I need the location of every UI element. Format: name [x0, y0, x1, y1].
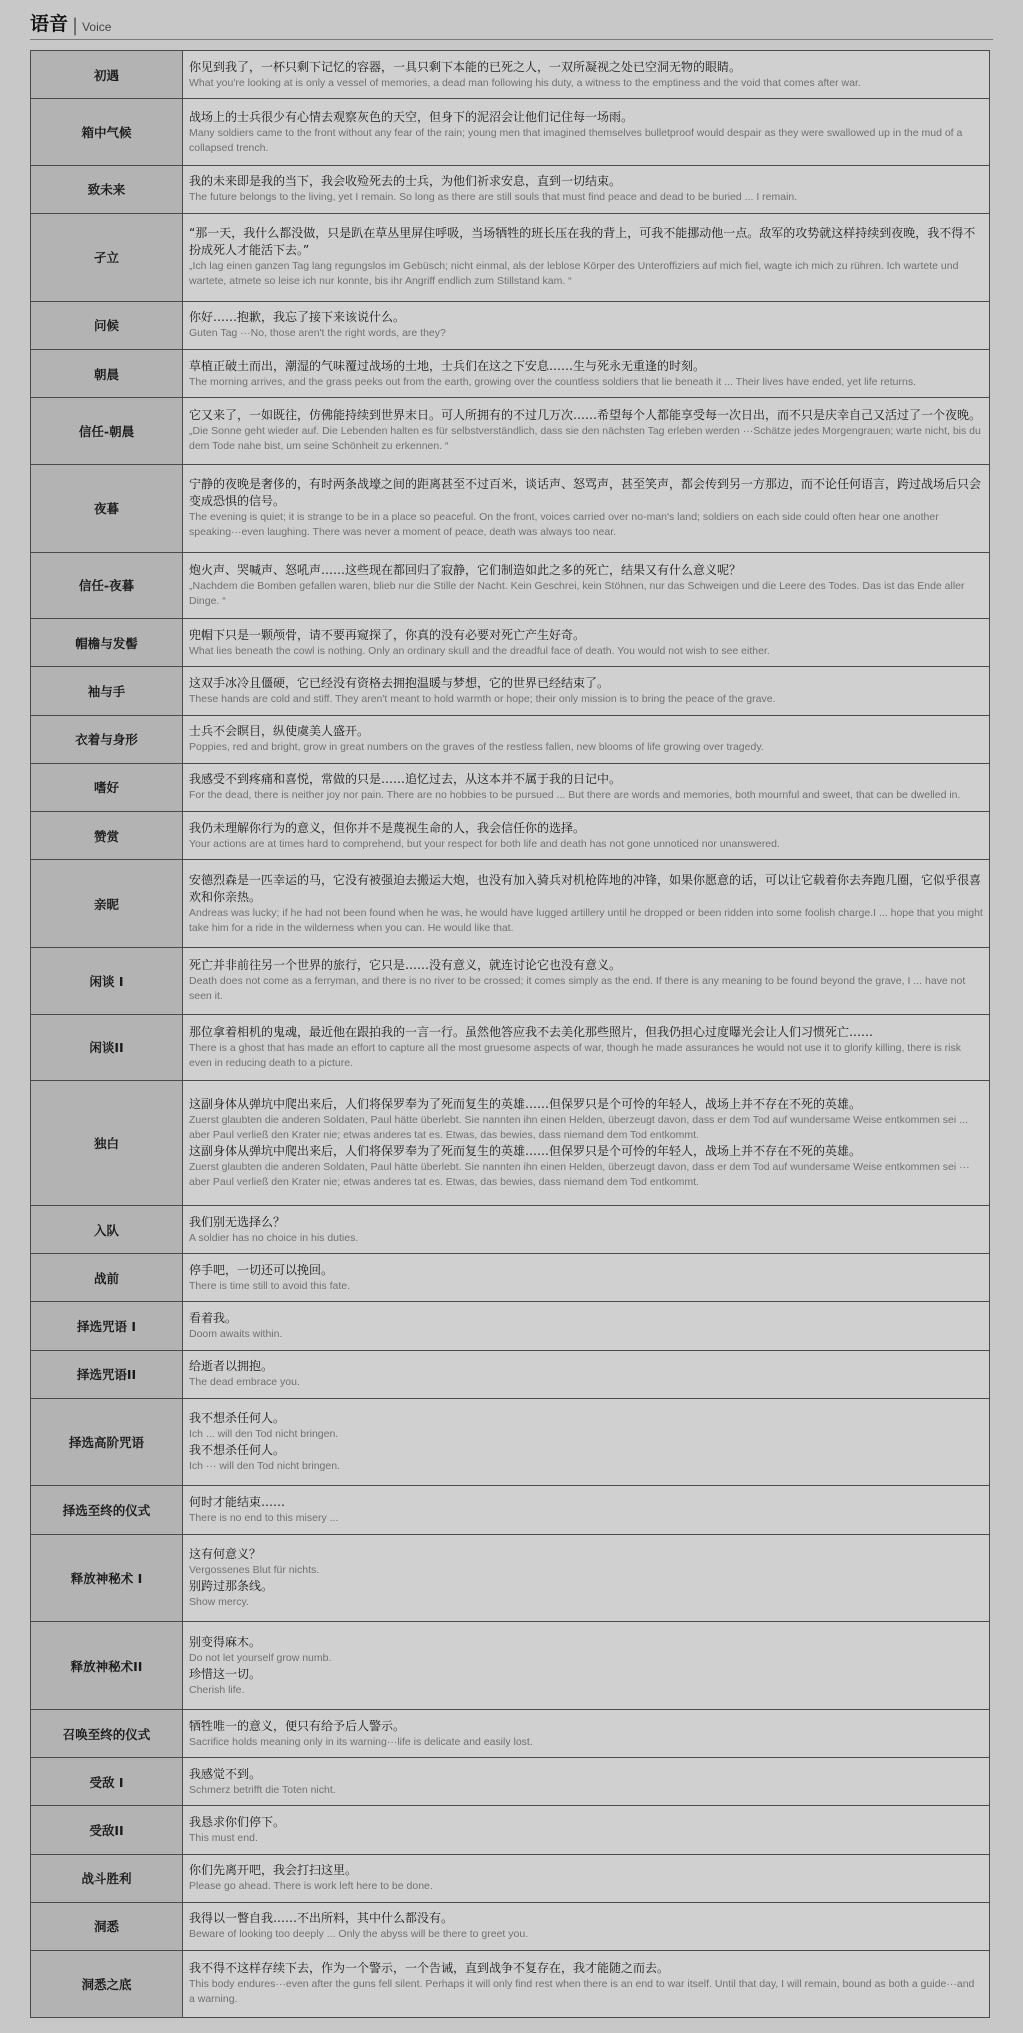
voice-content — [183, 1534, 990, 1622]
voice-content — [183, 1398, 990, 1486]
voice-label: 战斗胜利 — [31, 1854, 183, 1902]
voice-label: 独白 — [31, 1081, 183, 1206]
voice-row — [31, 1758, 990, 1806]
voice-line-chinese: 你们先离开吧，我会打扫这里。 — [189, 1863, 358, 1878]
voice-line-translation: What you're looking at is only a vessel of memories, a dead man following his duty, a witness to the emptiness and the void that comes after war. — [189, 76, 861, 89]
voice-line-translation: There is time still to avoid this fate. — [189, 1279, 351, 1292]
voice-label: 入队 — [31, 1206, 183, 1254]
voice-label: 释放神秘术II — [31, 1622, 183, 1710]
voice-line-chinese: 宁静的夜晚是奢侈的，有时两条战壕之间的距离甚至不过百米，谈话声、怒骂声，甚至笑声，都会传到另一方那边，而不论任何语言，跨过战场后只会变成恐惧的信号。 — [189, 477, 982, 509]
voice-table-body — [31, 51, 990, 2018]
voice-content — [183, 667, 990, 715]
voice-line-translation: Please go ahead. There is work left here to be done. — [189, 1880, 433, 1893]
voice-content — [183, 99, 990, 166]
voice-line-chinese: 炮火声、哭喊声、怒吼声……这些现在都回归了寂静，它们制造如此之多的死亡，结果又有什么意义呢？ — [189, 562, 742, 577]
voice-content — [183, 349, 990, 397]
voice-label: 赞赏 — [31, 811, 183, 859]
voice-row — [31, 1206, 990, 1254]
voice-line-chinese: 战场上的士兵很少有心情去观察灰色的天空，但身下的泥沼会让他们记住每一场雨。 — [189, 109, 634, 124]
voice-row — [31, 1081, 990, 1206]
voice-line-translation: Cherish life. — [189, 1683, 245, 1696]
voice-line-chinese: 它又来了，一如既往，仿佛能持续到世界末日。可人所拥有的不过几万次……希望每个人都能享受每一次日出，而不只是庆幸自己又活过了一个夜晚。 — [189, 408, 982, 423]
voice-content — [183, 51, 990, 99]
title-separator: | — [72, 15, 79, 36]
voice-line-chinese: 兜帽下只是一颗颅骨，请不要再窥探了，你真的没有必要对死亡产生好奇。 — [189, 627, 586, 642]
voice-line-chinese: 我感觉不到。 — [189, 1766, 262, 1781]
voice-row — [31, 811, 990, 859]
voice-line-translation: There is no end to this misery ... — [189, 1512, 339, 1525]
voice-label: 问候 — [31, 301, 183, 349]
voice-line-chinese: 给逝者以拥抱。 — [189, 1359, 274, 1374]
voice-content — [183, 619, 990, 667]
voice-row — [31, 214, 990, 302]
voice-content — [183, 1854, 990, 1902]
section-header — [30, 8, 993, 40]
voice-line-chinese: 你好……抱歉，我忘了接下来该说什么。 — [189, 310, 406, 325]
voice-line-chinese: 我感受不到疼痛和喜悦，常做的只是……追忆过去，从这本并不属于我的日记中。 — [189, 772, 622, 787]
voice-line-translation: Your actions are at times hard to comprehend, but your respect for both life and death has not gone unnoticed nor unanswered. — [189, 837, 780, 850]
voice-label: 袖与手 — [31, 667, 183, 715]
voice-label: 致未来 — [31, 165, 183, 213]
voice-content — [183, 165, 990, 213]
voice-row — [31, 1622, 990, 1710]
voice-line-translation: Death does not come as a ferryman, and there is no river to be crossed; it comes simply as the end. If there is any meaning to be found beyond the grave, I ... have not seen it. — [189, 975, 966, 1003]
voice-line-translation: Ich ... will den Tod nicht bringen. — [189, 1428, 339, 1441]
voice-row — [31, 51, 990, 99]
voice-line-chinese: 停手吧，一切还可以挽回。 — [189, 1262, 334, 1277]
voice-row — [31, 1254, 990, 1302]
voice-line-chinese: 我不得不这样存续下去，作为一个警示，一个告诫，直到战争不复存在，我才能随之而去。 — [189, 1961, 670, 1976]
voice-row — [31, 99, 990, 166]
voice-label: 释放神秘术 I — [31, 1534, 183, 1622]
voice-content — [183, 1350, 990, 1398]
voice-line-translation: The evening is quiet; it is strange to be in a place so peaceful. On the front, voices carried over no-man's land; soldiers on each side could often hear one another speaking···even laughing. There was never a moment of peace, death was always too near. — [189, 511, 939, 539]
section-title: 语音 — [30, 13, 69, 35]
voice-row — [31, 301, 990, 349]
voice-line-translation: Doom awaits within. — [189, 1328, 283, 1340]
voice-row — [31, 1350, 990, 1398]
voice-row — [31, 398, 990, 465]
voice-line-chinese: 那位拿着相机的鬼魂，最近他在跟拍我的一言一行。虽然他答应我不去美化那些照片，但我仍担心过度曝光会让人们习惯死亡…… — [189, 1024, 874, 1039]
voice-label: 信任-朝晨 — [31, 398, 183, 465]
voice-line-translation: Andreas was lucky; if he had not been found when he was, he would have lugged artillery until he dropped or been ridden into some foolish charge.I ... hope that you might take him for a ride in the wilderness when you can. He would like that. — [189, 906, 983, 934]
voice-label: 朝晨 — [31, 349, 183, 397]
voice-label: 闲谈 I — [31, 947, 183, 1014]
voice-line-chinese: 别变得麻木。 — [189, 1634, 262, 1649]
voice-row — [31, 1710, 990, 1758]
voice-row — [31, 1854, 990, 1902]
voice-label: 择选咒语 I — [31, 1302, 183, 1350]
voice-content — [183, 1254, 990, 1302]
voice-line-chinese: 别跨过那条线。 — [189, 1579, 274, 1594]
voice-line-translation: Guten Tag ···No, those aren't the right words, are they? — [189, 327, 446, 340]
voice-row — [31, 1534, 990, 1622]
voice-label: 初遇 — [31, 51, 183, 99]
voice-line-chinese: “那一天，我什么都没做，只是趴在草丛里屏住呼吸，当场牺牲的班长压在我的背上，可我不能挪动他一点。敌军的攻势就这样持续到夜晚，我不得不扮成死人才能活下去。” — [189, 226, 976, 258]
voice-label: 洞悉之底 — [31, 1950, 183, 2017]
voice-line-translation: Sacrifice holds meaning only in its warning···life is delicate and easily lost. — [189, 1735, 533, 1748]
voice-line-translation: Ich ··· will den Tod nicht bringen. — [189, 1460, 340, 1473]
voice-line-chinese: 这副身体从弹坑中爬出来后，人们将保罗奉为了死而复生的英雄……但保罗只是个可怜的年轻人，战场上并不存在不死的英雄。 — [189, 1097, 862, 1112]
voice-content — [183, 1486, 990, 1534]
voice-content — [183, 860, 990, 948]
voice-label: 箱中气候 — [31, 99, 183, 166]
voice-row — [31, 1486, 990, 1534]
voice-line-translation: Zuerst glaubten die anderen Soldaten, Paul hätte überlebt. Sie nannten ihn einen Helden, überzeugt davon, dass er dem Tod auf wundersame Weise entkommen sei ... aber Paul verließ den Krater nie; etwas anderes tat es. Etwas, das bewies, dass niemand dem Tod entkommt. — [189, 1114, 968, 1142]
voice-line-translation: For the dead, there is neither joy nor pain. There are no hobbies to be pursued ... But there are words and memories, both mournful and sweet, that can be dwelled in. — [189, 789, 961, 802]
voice-row — [31, 1398, 990, 1486]
voice-row — [31, 1950, 990, 2017]
voice-line-chinese: 我仍未理解你行为的意义，但你并不是蔑视生命的人，我会信任你的选择。 — [189, 820, 586, 835]
voice-line-chinese: 这双手冰冷且僵硬，它已经没有资格去拥抱温暖与梦想，它的世界已经结束了。 — [189, 676, 610, 691]
voice-content — [183, 398, 990, 465]
voice-line-translation: Zuerst glaubten die anderen Soldaten, Paul hätte überlebt. Sie nannten ihn einen Helden, überzeugt davon, dass er dem Tod auf wundersame Weise entkommen sei ··· aber Paul verließ den Krater nie; etwas anderes tat es. Etwas, das bewies, dass niemand dem Tod entkommt. — [189, 1161, 970, 1189]
voice-line-translation: „Ich lag einen ganzen Tag lang regungslos im Gebüsch; nicht einmal, als der leblose Körper des Unteroffiziers auf mich fiel, wagte ich mich zu rühren. Ich wartete und wartete, atmete so leise ich nur konnte, bis ihr Angriff endlich zum Stillstand kam. “ — [189, 260, 959, 288]
voice-content — [183, 552, 990, 619]
voice-content — [183, 301, 990, 349]
voice-line-translation: Beware of looking too deeply ... Only the abyss will be there to greet you. — [189, 1928, 529, 1941]
voice-line-translation: These hands are cold and stiff. They aren't meant to hold warmth or hope; their only mission is to bring the peace of the grave. — [189, 693, 776, 706]
voice-label: 衣着与身形 — [31, 715, 183, 763]
voice-label: 帽檐与发髻 — [31, 619, 183, 667]
voice-line-translation: The dead embrace you. — [189, 1376, 300, 1389]
voice-label: 信任-夜暮 — [31, 552, 183, 619]
voice-line-chinese: 这副身体从弹坑中爬出来后，人们将保罗奉为了死而复生的英雄……但保罗只是个可怜的年轻人，战场上并不存在不死的英雄。 — [189, 1144, 862, 1159]
voice-line-translation: Do not let yourself grow numb. — [189, 1651, 332, 1664]
voice-content — [183, 1014, 990, 1081]
voice-row — [31, 860, 990, 948]
voice-content — [183, 1622, 990, 1710]
voice-line-chinese: 我恳求你们停下。 — [189, 1815, 286, 1830]
voice-line-translation: Show mercy. — [189, 1596, 249, 1609]
voice-row — [31, 715, 990, 763]
voice-line-chinese: 这有何意义？ — [189, 1547, 262, 1562]
voice-line-translation: Poppies, red and bright, grow in great numbers on the graves of the restless fallen, new blooms of life growing over tragedy. — [189, 741, 764, 754]
voice-label: 夜暮 — [31, 464, 183, 552]
voice-line-translation: This body endures···even after the guns fell silent. Perhaps it will only find rest when there is an end to war itself. Until that day, I will remain, bound as both a guide···and a warning. — [189, 1978, 975, 2006]
voice-row — [31, 464, 990, 552]
voice-label: 受敌II — [31, 1806, 183, 1854]
voice-line-chinese: 我不想杀任何人。 — [189, 1443, 286, 1458]
voice-label: 受敌 I — [31, 1758, 183, 1806]
voice-row — [31, 619, 990, 667]
voice-row — [31, 763, 990, 811]
voice-content — [183, 947, 990, 1014]
voice-row — [31, 165, 990, 213]
voice-line-chinese: 我的未来即是我的当下，我会收殓死去的士兵，为他们祈求安息，直到一切结束。 — [189, 174, 622, 189]
voice-label: 洞悉 — [31, 1902, 183, 1950]
voice-row — [31, 552, 990, 619]
voice-line-chinese: 看着我。 — [189, 1311, 238, 1325]
voice-content — [183, 1206, 990, 1254]
voice-row — [31, 1902, 990, 1950]
voice-label: 孑立 — [31, 214, 183, 302]
voice-line-chinese: 你见到我了，一杯只剩下记忆的容器，一具只剩下本能的已死之人，一双所凝视之处已空洞无物的眼睛。 — [189, 59, 742, 74]
voice-line-translation: This must end. — [189, 1832, 258, 1845]
voice-line-translation: Schmerz betrifft die Toten nicht. — [189, 1783, 336, 1796]
voice-line-chinese: 草植正破土而出，潮湿的气味覆过战场的土地，士兵们在这之下安息……生与死永无重逢的时刻。 — [189, 358, 706, 373]
voice-line-chinese: 珍惜这一切。 — [189, 1666, 262, 1681]
voice-content — [183, 1806, 990, 1854]
voice-content — [183, 715, 990, 763]
voice-label: 战前 — [31, 1254, 183, 1302]
voice-line-chinese: 我得以一瞥自我……不出所料，其中什么都没有。 — [189, 1911, 454, 1926]
voice-row — [31, 1806, 990, 1854]
voice-line-translation: A soldier has no choice in his duties. — [189, 1231, 359, 1244]
voice-content — [183, 1081, 990, 1206]
voice-content — [183, 214, 990, 302]
voice-line-translation: There is a ghost that has made an effort to capture all the most gruesome aspects of war, though he made assurances he would not use it to glorify killing, there is risk even in reducing death to a picture. — [189, 1041, 961, 1069]
voice-line-chinese: 何时才能结束…… — [189, 1495, 286, 1510]
voice-label: 闲谈II — [31, 1014, 183, 1081]
voice-content — [183, 1950, 990, 2017]
voice-row — [31, 667, 990, 715]
voice-content — [183, 811, 990, 859]
voice-line-chinese: 我们别无选择么？ — [189, 1214, 286, 1229]
voice-line-chinese: 士兵不会瞑目，纵使虞美人盛开。 — [189, 724, 370, 739]
voice-content — [183, 464, 990, 552]
voice-line-translation: „Die Sonne geht wieder auf. Die Lebenden halten es für selbstverständlich, dass sie den nächsten Tag erleben werden ···Schätze jedes Morgengrauen; warte nicht, bis du dem Tode nahe bist, um seine Schönheit zu erkennen. “ — [189, 425, 981, 453]
voice-line-chinese: 我不想杀任何人。 — [189, 1411, 286, 1426]
voice-label: 亲昵 — [31, 860, 183, 948]
voice-row — [31, 1014, 990, 1081]
voice-line-translation: What lies beneath the cowl is nothing. Only an ordinary skull and the dreadful face of death. You would not wish to see either. — [189, 644, 770, 657]
voice-content — [183, 1758, 990, 1806]
voice-line-translation: „Nachdem die Bomben gefallen waren, blieb nur die Stille der Nacht. Kein Geschrei, kein Stöhnen, nur das Schweigen und die Leere des Todes. Das ist das Ende aller Dinge. “ — [189, 579, 965, 607]
voice-line-translation: Many soldiers came to the front without any fear of the rain; young men that imagined themselves bulletproof would despair as they were swallowed up in the mud of a collapsed trench. — [189, 126, 963, 154]
voice-row — [31, 947, 990, 1014]
voice-label: 择选咒语II — [31, 1350, 183, 1398]
voice-content — [183, 1302, 990, 1350]
voice-label: 嗜好 — [31, 763, 183, 811]
voice-label: 择选高阶咒语 — [31, 1398, 183, 1486]
voice-row — [31, 1302, 990, 1350]
voice-content — [183, 763, 990, 811]
voice-label: 择选至终的仪式 — [31, 1486, 183, 1534]
voice-label: 召唤至终的仪式 — [31, 1710, 183, 1758]
voice-row — [31, 349, 990, 397]
voice-line-chinese: 牺牲唯一的意义，便只有给予后人警示。 — [189, 1718, 406, 1733]
voice-content — [183, 1902, 990, 1950]
voice-line-translation: The future belongs to the living, yet I remain. So long as there are still souls that must find peace and dead to be buried ... I remain. — [189, 191, 798, 204]
voice-content — [183, 1710, 990, 1758]
voice-table — [30, 50, 990, 2018]
section-subtitle: Voice — [82, 20, 112, 34]
voice-line-translation: The morning arrives, and the grass peeks out from the earth, growing over the countless soldiers that lie beneath it ... Their lives have ended, yet life returns. — [189, 375, 917, 388]
voice-line-chinese: 死亡并非前往另一个世界的旅行，它只是……没有意义，就连讨论它也没有意义。 — [189, 958, 622, 973]
voice-line-chinese: 安德烈森是一匹幸运的马，它没有被强迫去搬运大炮，也没有加入骑兵对机枪阵地的冲锋，如果你愿意的话，可以让它载着你去奔跑几圈，它似乎很喜欢和你亲热。 — [189, 872, 982, 904]
voice-line-translation: Vergossenes Blut für nichts. — [189, 1564, 320, 1577]
